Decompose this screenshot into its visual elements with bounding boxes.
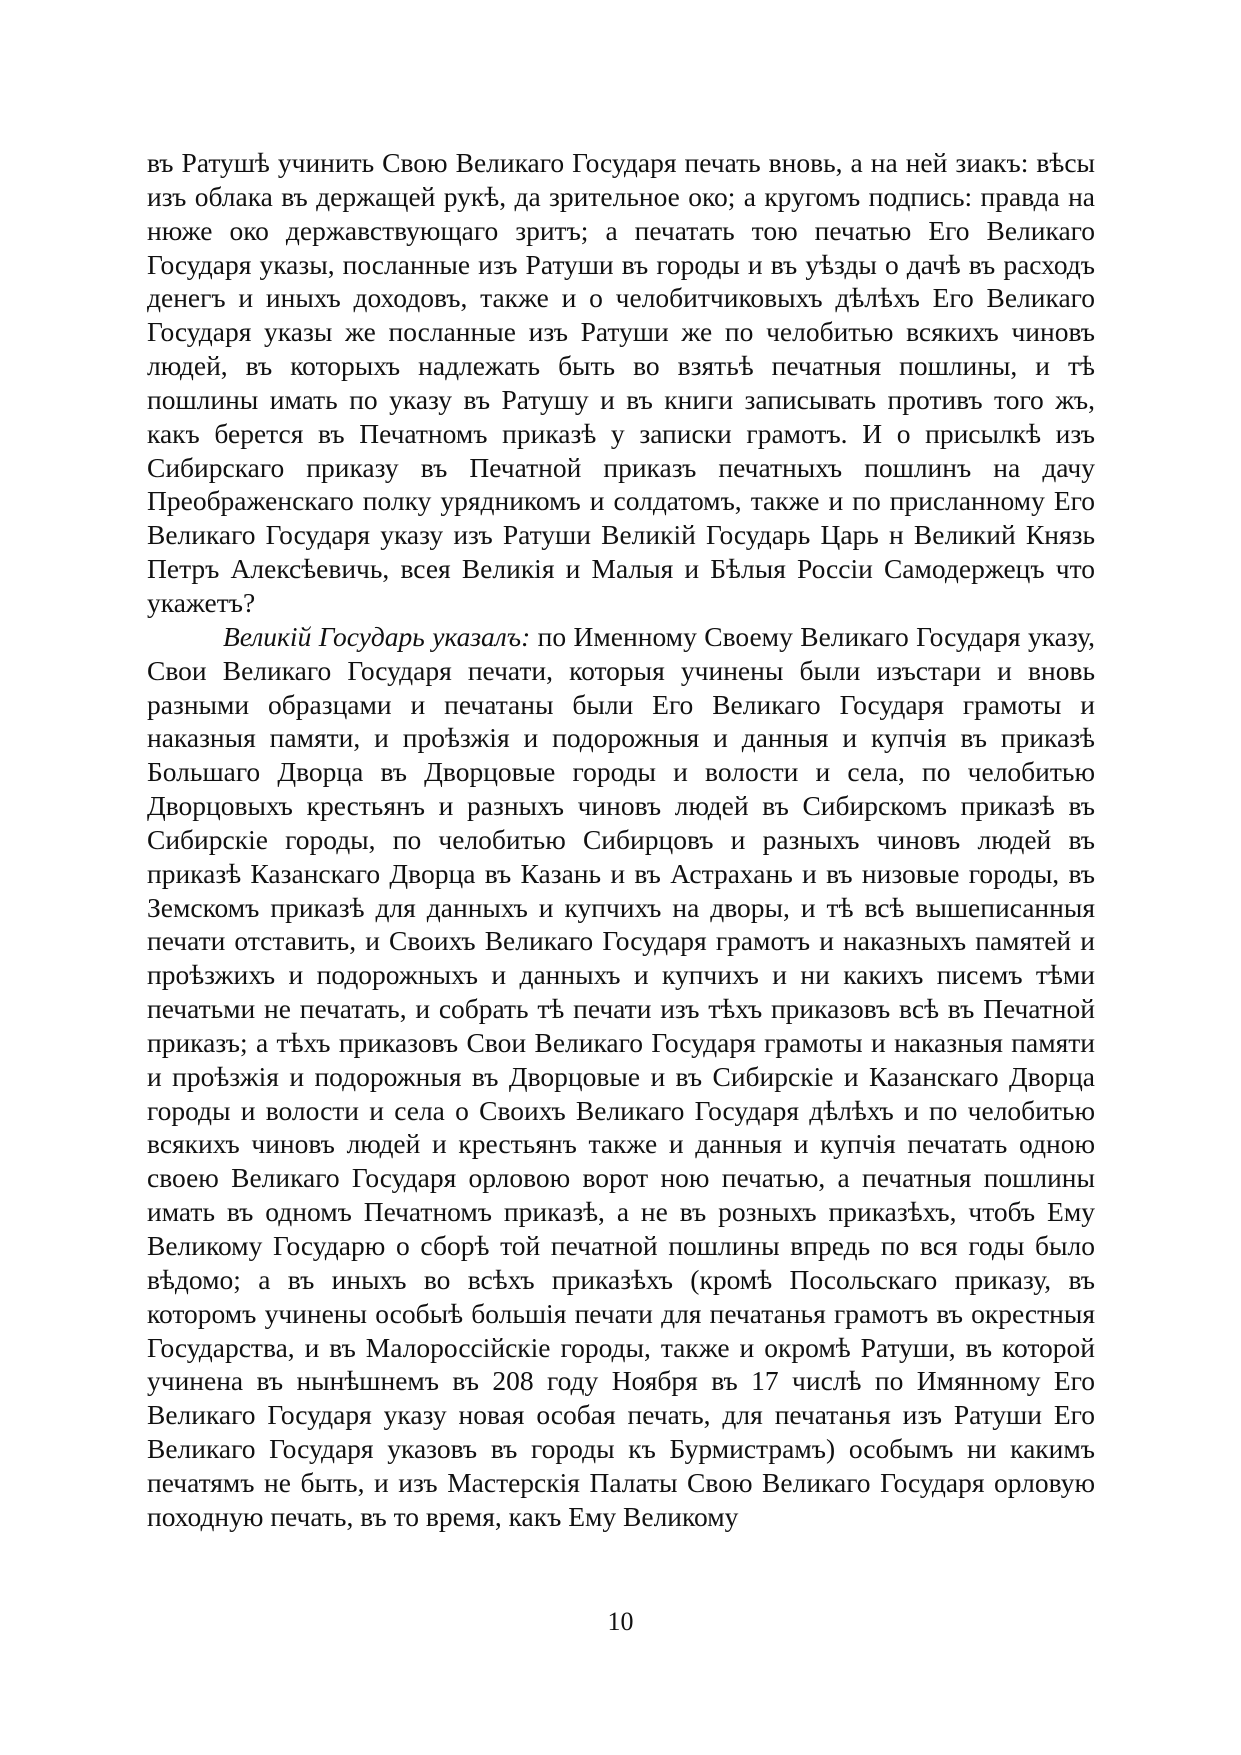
decree-body-text: по Именному Своему Великаго Государя указу, Свои Великаго Государя печати, которыя учинены были изъстари и вновь разными образцами и печатаны были Его Великаго Государя грамоты и наказныя памяти, и проѣзжія и подорожныя и данныя и купчія въ приказѣ Большаго Дворца въ Дворцовые городы и волости и села, по челобитью Дворцовыхъ крестьянъ и разныхъ чиновъ людей въ Сибирскомъ приказѣ въ Сибирскіе городы, по челобитью Сибирцовъ и разныхъ чиновъ людей въ приказѣ Казанскаго Дворца въ Казань и въ Астрахань и въ низовые городы, въ Земскомъ приказѣ для данныхъ и купчихъ на дворы, и тѣ всѣ вышеписанныя печати отставить, и Своихъ Великаго Государя грамотъ и наказныхъ памятей и проѣзжихъ и подорожныхъ и данныхъ и купчихъ и ни какихъ писемъ тѣми печатьми не печатать, и собрать тѣ печати изъ тѣхъ приказовъ всѣ въ Печатной приказъ; а тѣхъ приказовъ Свои Великаго Государя грамоты и наказныя памяти и проѣзжія и подорожныя въ Дворцовые и въ Сибирскіе и Казанскаго Дворца городы и волости и села о Своихъ Великаго Государя дѣлѣхъ и по челобитью всякихъ чиновъ людей и крестьянъ также и данныя и купчія печатать одною своею Великаго Государя орловою ворот ною печатью, а печатныя пошлины имать въ одномъ Печатномъ приказѣ, а не въ розныхъ приказѣхъ, чтобъ Ему Великому Государю о сборѣ той печатной пошлины впредь по вся годы было вѣдомо; а въ иныхъ во всѣхъ приказѣхъ (кромѣ Посольскаго приказу, въ которомъ учинены особыѣ большія печати для печатанья грамотъ въ окрестныя Государства, и въ Малороссійскіе городы, также и окромѣ Ратуши, въ которой учинена въ нынѣшнемъ въ 208 году Ноября въ 17 числѣ по Имянному Его Великаго Государя указу новая особая печать, для печатанья изъ Ратуши Его Великаго Государя указовъ въ городы къ Бурмистрамъ) особымъ ни какимъ печатямъ не быть, и изъ Мастерскія Палаты Свою Великаго Государя орловую походную печать, въ то время, какъ Ему Великому	[147, 620, 1095, 1532]
paragraph-first: въ Ратушѣ учинить Свою Великаго Государя печать вновь, а на ней зиакъ: вѣсы изъ облака въ держащей рукѣ, да зрительное око; а кругомъ подпись: правда на нюже око державствующаго зритъ; а печатать тою печатью Его Великаго Государя указы, посланные изъ Ратуши въ городы и въ уѣзды о дачѣ въ расходъ денегъ и иныхъ доходовъ, также и о челобитчиковыхъ дѣлѣхъ Его Великаго Государя указы же посланные изъ Ратуши же по челобитью всякихъ чиновъ людей, въ которыхъ надлежать быть во взятьѣ печатныя пошлины, и тѣ пошлины имать по указу въ Ратушу и въ книги записывать противъ того жъ, какъ берется въ Печатномъ приказѣ у записки грамотъ. И о присылкѣ изъ Сибирскаго приказу въ Печатной приказъ печатныхъ пошлинъ на дачу Преображенскаго полку урядникомъ и солдатомъ, также и по присланному Его Великаго Государя указу изъ Ратуши Великій Государь Царь н Великий Князь Петръ Алексѣевичь, всея Великія и Малыя и Бѣлыя Россіи Самодержецъ что укажетъ?	[147, 147, 1095, 618]
decree-lead-italic: Великій Государь указалъ:	[223, 620, 531, 652]
page-number: 10	[607, 1607, 634, 1636]
paragraph-second	[147, 620, 1095, 1534]
document-page	[147, 146, 1095, 1534]
